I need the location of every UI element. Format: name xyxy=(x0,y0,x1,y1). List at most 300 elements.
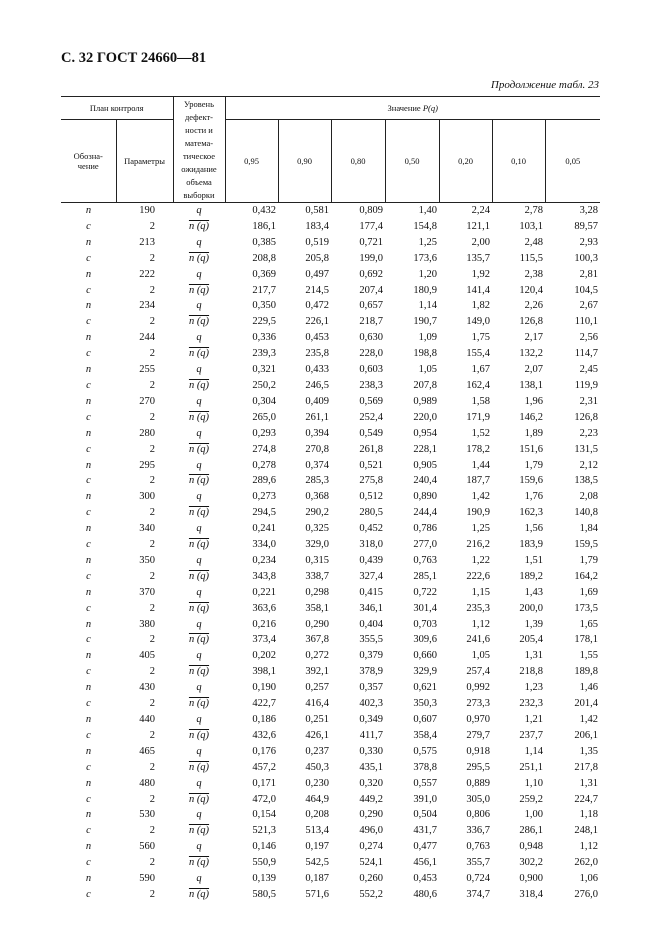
value-cell: 261,1 xyxy=(305,411,329,423)
value-cell: 374,7 xyxy=(466,888,490,900)
value-cell: 480,6 xyxy=(413,888,437,900)
designation-cell: c xyxy=(86,634,91,646)
level-symbol: q xyxy=(196,395,202,407)
value-cell: 206,1 xyxy=(574,729,598,741)
table-row xyxy=(61,442,600,458)
table-row xyxy=(61,553,600,569)
value-cell: 2,56 xyxy=(579,332,598,344)
value-cell: 275,8 xyxy=(359,475,383,487)
value-cell: 456,1 xyxy=(413,857,437,869)
table-row xyxy=(61,378,600,394)
table-row xyxy=(61,712,600,728)
level-cell xyxy=(173,489,225,505)
level-symbol: q xyxy=(196,745,202,757)
value-cell: 0,439 xyxy=(359,554,383,566)
level-cell xyxy=(173,251,225,267)
value-cell: 138,5 xyxy=(574,475,598,487)
parameter-cell: 530 xyxy=(139,809,155,821)
designation-cell: n xyxy=(85,809,92,821)
level-cell xyxy=(173,219,225,235)
value-cell: 0,724 xyxy=(466,873,490,885)
value-cell: 1,14 xyxy=(524,745,543,757)
value-cell: 135,7 xyxy=(466,252,490,264)
value-cell: 187,7 xyxy=(466,475,490,487)
parameter-cell: 2 xyxy=(149,348,155,360)
value-cell: 0,197 xyxy=(305,841,329,853)
parameter-cell: 190 xyxy=(139,205,155,216)
value-cell: 285,1 xyxy=(413,570,437,582)
value-cell: 177,4 xyxy=(359,220,383,232)
table-row xyxy=(61,203,600,219)
value-cell: 295,5 xyxy=(466,761,490,773)
level-cell xyxy=(173,203,225,219)
value-cell: 1,44 xyxy=(471,459,490,471)
level-cell xyxy=(173,330,225,346)
value-cell: 0,320 xyxy=(359,777,383,789)
value-cell: 0,234 xyxy=(252,554,276,566)
value-cell: 290,2 xyxy=(305,507,329,519)
value-cell: 261,8 xyxy=(359,443,383,455)
value-cell: 218,8 xyxy=(519,666,543,678)
value-cell: 189,2 xyxy=(519,570,543,582)
table-row xyxy=(61,235,600,251)
level-symbol: n (q) xyxy=(188,284,210,296)
value-cell: 237,7 xyxy=(519,729,543,741)
table-row xyxy=(61,537,600,553)
value-cell: 449,2 xyxy=(359,793,383,805)
plan-header: План контроля xyxy=(61,97,173,120)
table-row xyxy=(61,219,600,235)
level-symbol: q xyxy=(196,618,202,630)
table-row xyxy=(61,585,600,601)
value-cell: 115,5 xyxy=(519,252,543,264)
value-cell: 0,237 xyxy=(305,745,329,757)
value-cell: 120,4 xyxy=(519,284,543,296)
value-cell: 0,905 xyxy=(413,459,437,471)
value-cell: 0,293 xyxy=(252,427,276,439)
level-symbol: q xyxy=(196,554,202,566)
value-cell: 301,4 xyxy=(413,602,437,614)
table-row xyxy=(61,346,600,362)
value-cell: 1,12 xyxy=(471,618,490,630)
value-cell: 155,4 xyxy=(466,348,490,360)
value-cell: 1,52 xyxy=(471,427,490,439)
value-cell: 140,8 xyxy=(574,507,598,519)
value-cell: 228,0 xyxy=(359,348,383,360)
value-cell: 180,9 xyxy=(413,284,437,296)
level-cell xyxy=(173,648,225,664)
value-cell: 1,58 xyxy=(471,395,490,407)
level-header: Уровень дефект- ности и матема- тическое ожидание объема выборки xyxy=(173,97,225,203)
parameter-cell: 2 xyxy=(149,539,155,551)
value-cell: 190,9 xyxy=(466,507,490,519)
value-cell: 154,8 xyxy=(413,220,437,232)
value-cell: 273,3 xyxy=(466,698,490,710)
parameter-cell: 244 xyxy=(139,332,155,344)
designation-cell: c xyxy=(86,539,91,551)
designation-cell: c xyxy=(86,411,91,423)
value-cell: 235,8 xyxy=(305,348,329,360)
designation-cell: n xyxy=(85,205,92,216)
value-cell: 0,521 xyxy=(359,459,383,471)
value-cell: 0,202 xyxy=(252,650,276,662)
value-cell: 286,1 xyxy=(519,825,543,837)
value-cell: 0,970 xyxy=(466,714,490,725)
value-cell: 1,20 xyxy=(418,268,437,280)
value-cell: 0,357 xyxy=(359,682,383,694)
designation-cell: n xyxy=(85,364,92,376)
value-cell: 205,8 xyxy=(305,252,329,264)
table-row xyxy=(61,648,600,664)
level-cell xyxy=(173,314,225,330)
table-row xyxy=(61,760,600,776)
level-cell xyxy=(173,776,225,792)
value-cell: 1,69 xyxy=(579,586,598,598)
value-cell: 3,28 xyxy=(579,205,598,216)
value-cell: 1,42 xyxy=(471,491,490,503)
value-cell: 0,350 xyxy=(252,300,276,312)
designation-cell: n xyxy=(85,873,92,885)
value-cell: 457,2 xyxy=(252,761,276,773)
value-cell: 355,5 xyxy=(359,634,383,646)
level-cell xyxy=(173,426,225,442)
level-symbol: q xyxy=(196,841,202,853)
value-cell: 0,607 xyxy=(413,714,437,725)
designation-cell: c xyxy=(86,443,91,455)
table-continuation-note: Продолжение табл. 23 xyxy=(490,79,599,91)
value-cell: 0,176 xyxy=(252,745,276,757)
value-cell: 240,4 xyxy=(413,475,437,487)
value-cell: 252,4 xyxy=(359,411,383,423)
probability-header: 0,20 xyxy=(439,119,492,202)
value-cell: 1,79 xyxy=(524,459,543,471)
value-cell: 232,3 xyxy=(519,698,543,710)
level-cell xyxy=(173,585,225,601)
parameter-cell: 2 xyxy=(149,316,155,328)
value-cell: 0,187 xyxy=(305,873,329,885)
table-row xyxy=(61,680,600,696)
table-row xyxy=(61,823,600,839)
parameter-cell: 213 xyxy=(139,236,155,248)
designation-cell: n xyxy=(85,427,92,439)
value-cell: 173,5 xyxy=(574,602,598,614)
table-row xyxy=(61,283,600,299)
level-symbol: q xyxy=(196,459,202,471)
parameter-cell: 2 xyxy=(149,857,155,869)
level-symbol: q xyxy=(196,714,202,725)
level-cell xyxy=(173,807,225,823)
value-cell: 265,0 xyxy=(252,411,276,423)
value-cell: 0,549 xyxy=(359,427,383,439)
table-row xyxy=(61,617,600,633)
value-cell: 1,23 xyxy=(524,682,543,694)
value-cell: 2,38 xyxy=(524,268,543,280)
value-cell: 217,7 xyxy=(252,284,276,296)
value-cell: 1,25 xyxy=(418,236,437,248)
parameter-cell: 380 xyxy=(139,618,155,630)
table-row xyxy=(61,569,600,585)
value-cell: 0,298 xyxy=(305,586,329,598)
level-cell xyxy=(173,871,225,887)
value-cell: 103,1 xyxy=(519,220,543,232)
table-row xyxy=(61,267,600,283)
value-cell: 0,216 xyxy=(252,618,276,630)
level-symbol: q xyxy=(196,809,202,821)
parameter-cell: 2 xyxy=(149,252,155,264)
value-cell: 2,45 xyxy=(579,364,598,376)
parameter-cell: 2 xyxy=(149,793,155,805)
level-symbol: q xyxy=(196,682,202,694)
value-cell: 318,0 xyxy=(359,539,383,551)
level-cell xyxy=(173,553,225,569)
designation-cell: n xyxy=(85,714,92,725)
parameter-cell: 480 xyxy=(139,777,155,789)
table-body xyxy=(61,203,600,903)
value-cell: 513,4 xyxy=(305,825,329,837)
value-cell: 126,8 xyxy=(519,316,543,328)
value-cell: 0,368 xyxy=(305,491,329,503)
value-cell: 0,251 xyxy=(305,714,329,725)
value-cell: 0,432 xyxy=(252,205,276,216)
level-cell xyxy=(173,664,225,680)
parameter-cell: 2 xyxy=(149,602,155,614)
table-row xyxy=(61,251,600,267)
value-cell: 0,257 xyxy=(305,682,329,694)
value-cell: 189,8 xyxy=(574,666,598,678)
designation-cell: n xyxy=(85,395,92,407)
value-cell: 524,1 xyxy=(359,857,383,869)
table-row xyxy=(61,871,600,887)
value-cell: 0,272 xyxy=(305,650,329,662)
designation-cell: c xyxy=(86,602,91,614)
value-cell: 162,3 xyxy=(519,507,543,519)
table-row xyxy=(61,696,600,712)
parameter-cell: 2 xyxy=(149,379,155,391)
designation-header: Обозна- чение xyxy=(61,119,116,202)
value-cell: 1,05 xyxy=(471,650,490,662)
parameter-cell: 2 xyxy=(149,634,155,646)
value-cell: 0,657 xyxy=(359,300,383,312)
level-symbol: q xyxy=(196,300,202,312)
parameter-cell: 2 xyxy=(149,220,155,232)
value-cell: 1,46 xyxy=(579,682,598,694)
designation-cell: n xyxy=(85,841,92,853)
value-cell: 259,2 xyxy=(519,793,543,805)
probability-header: 0,80 xyxy=(331,119,385,202)
parameter-cell: 590 xyxy=(139,873,155,885)
value-cell: 0,660 xyxy=(413,650,437,662)
value-cell: 0,336 xyxy=(252,332,276,344)
level-symbol: n (q) xyxy=(188,888,210,900)
value-cell: 164,2 xyxy=(574,570,598,582)
designation-cell: c xyxy=(86,888,91,900)
level-cell xyxy=(173,617,225,633)
parameter-cell: 2 xyxy=(149,729,155,741)
value-cell: 244,4 xyxy=(413,507,437,519)
table-row xyxy=(61,298,600,314)
level-cell xyxy=(173,823,225,839)
level-symbol: q xyxy=(196,523,202,535)
value-cell: 218,7 xyxy=(359,316,383,328)
table-row xyxy=(61,473,600,489)
value-cell: 0,241 xyxy=(252,523,276,535)
value-cell: 2,26 xyxy=(524,300,543,312)
value-cell: 294,5 xyxy=(252,507,276,519)
value-cell: 104,5 xyxy=(574,284,598,296)
page-header: С. 32 ГОСТ 24660—81 xyxy=(61,50,207,66)
table-row xyxy=(61,887,600,903)
parameter-cell: 2 xyxy=(149,570,155,582)
value-cell: 346,1 xyxy=(359,602,383,614)
level-cell xyxy=(173,362,225,378)
value-cell: 0,989 xyxy=(413,395,437,407)
value-cell: 2,48 xyxy=(524,236,543,248)
value-cell: 1,79 xyxy=(579,554,598,566)
table-row xyxy=(61,489,600,505)
value-cell: 402,3 xyxy=(359,698,383,710)
value-cell: 162,4 xyxy=(466,379,490,391)
value-cell: 0,603 xyxy=(359,364,383,376)
value-cell: 0,575 xyxy=(413,745,437,757)
value-cell: 1,05 xyxy=(418,364,437,376)
value-cell: 2,31 xyxy=(579,395,598,407)
level-cell xyxy=(173,537,225,553)
parameter-cell: 255 xyxy=(139,364,155,376)
value-cell: 0,208 xyxy=(305,809,329,821)
level-symbol: n (q) xyxy=(188,252,210,264)
value-cell: 1,67 xyxy=(471,364,490,376)
level-symbol: n (q) xyxy=(188,698,210,710)
value-cell: 1,84 xyxy=(579,523,598,535)
value-cell: 0,230 xyxy=(305,777,329,789)
parameter-cell: 370 xyxy=(139,586,155,598)
value-cell: 0,621 xyxy=(413,682,437,694)
value-cell: 171,9 xyxy=(466,411,490,423)
designation-cell: n xyxy=(85,554,92,566)
table-row xyxy=(61,362,600,378)
parameter-cell: 280 xyxy=(139,427,155,439)
level-cell xyxy=(173,839,225,855)
value-cell: 226,1 xyxy=(305,316,329,328)
value-cell: 0,273 xyxy=(252,491,276,503)
probability-header: 0,10 xyxy=(492,119,545,202)
value-cell: 1,51 xyxy=(524,554,543,566)
value-cell: 1,06 xyxy=(579,873,598,885)
level-symbol: n (q) xyxy=(188,825,210,837)
value-cell: 0,763 xyxy=(413,554,437,566)
value-cell: 0,918 xyxy=(466,745,490,757)
value-cell: 0,278 xyxy=(252,459,276,471)
value-cell: 178,1 xyxy=(574,634,598,646)
parameter-cell: 2 xyxy=(149,411,155,423)
level-symbol: n (q) xyxy=(188,507,210,519)
designation-cell: c xyxy=(86,252,91,264)
value-cell: 248,1 xyxy=(574,825,598,837)
designation-cell: n xyxy=(85,745,92,757)
level-cell xyxy=(173,283,225,299)
designation-cell: n xyxy=(85,459,92,471)
value-cell: 2,67 xyxy=(579,300,598,312)
level-cell xyxy=(173,410,225,426)
designation-cell: c xyxy=(86,348,91,360)
value-cell: 159,6 xyxy=(519,475,543,487)
value-cell: 0,453 xyxy=(413,873,437,885)
table-row xyxy=(61,314,600,330)
value-cell: 0,369 xyxy=(252,268,276,280)
value-header xyxy=(225,97,600,120)
value-cell: 1,39 xyxy=(524,618,543,630)
parameter-cell: 430 xyxy=(139,682,155,694)
value-cell: 552,2 xyxy=(359,888,383,900)
level-cell xyxy=(173,267,225,283)
parameter-cell: 2 xyxy=(149,888,155,900)
value-cell: 1,14 xyxy=(418,300,437,312)
value-cell: 0,349 xyxy=(359,714,383,725)
value-cell: 270,8 xyxy=(305,443,329,455)
designation-cell: c xyxy=(86,698,91,710)
level-symbol: n (q) xyxy=(188,316,210,328)
value-cell: 246,5 xyxy=(305,379,329,391)
value-cell: 138,1 xyxy=(519,379,543,391)
value-cell: 373,4 xyxy=(252,634,276,646)
value-cell: 0,154 xyxy=(252,809,276,821)
parameter-cell: 295 xyxy=(139,459,155,471)
probability-header: 0,50 xyxy=(385,119,439,202)
value-cell: 0,512 xyxy=(359,491,383,503)
parameter-cell: 2 xyxy=(149,443,155,455)
value-cell: 2,23 xyxy=(579,427,598,439)
value-cell: 205,4 xyxy=(519,634,543,646)
value-cell: 1,31 xyxy=(579,777,598,789)
level-symbol: n (q) xyxy=(188,475,210,487)
value-cell: 0,139 xyxy=(252,873,276,885)
value-cell: 276,0 xyxy=(574,888,598,900)
value-cell: 0,146 xyxy=(252,841,276,853)
value-cell: 0,330 xyxy=(359,745,383,757)
probability-header: 0,90 xyxy=(278,119,331,202)
value-cell: 224,7 xyxy=(574,793,598,805)
value-cell: 327,4 xyxy=(359,570,383,582)
level-cell xyxy=(173,442,225,458)
value-cell: 2,24 xyxy=(471,205,490,216)
level-symbol: q xyxy=(196,491,202,503)
table-row xyxy=(61,792,600,808)
designation-cell: c xyxy=(86,379,91,391)
level-cell xyxy=(173,887,225,903)
value-cell: 262,0 xyxy=(574,857,598,869)
data-table xyxy=(61,96,600,903)
level-cell xyxy=(173,712,225,728)
value-cell: 132,2 xyxy=(519,348,543,360)
value-cell: 0,954 xyxy=(413,427,437,439)
value-cell: 208,8 xyxy=(252,252,276,264)
value-cell: 229,5 xyxy=(252,316,276,328)
level-symbol: n (q) xyxy=(188,761,210,773)
value-cell: 200,0 xyxy=(519,602,543,614)
value-cell: 1,65 xyxy=(579,618,598,630)
value-cell: 285,3 xyxy=(305,475,329,487)
level-symbol: q xyxy=(196,268,202,280)
value-cell: 239,3 xyxy=(252,348,276,360)
level-symbol: n (q) xyxy=(188,411,210,423)
value-cell: 0,433 xyxy=(305,364,329,376)
value-cell: 0,260 xyxy=(359,873,383,885)
value-cell: 274,8 xyxy=(252,443,276,455)
table-row xyxy=(61,664,600,680)
value-cell: 0,315 xyxy=(305,554,329,566)
value-cell: 2,17 xyxy=(524,332,543,344)
parameter-cell: 2 xyxy=(149,825,155,837)
